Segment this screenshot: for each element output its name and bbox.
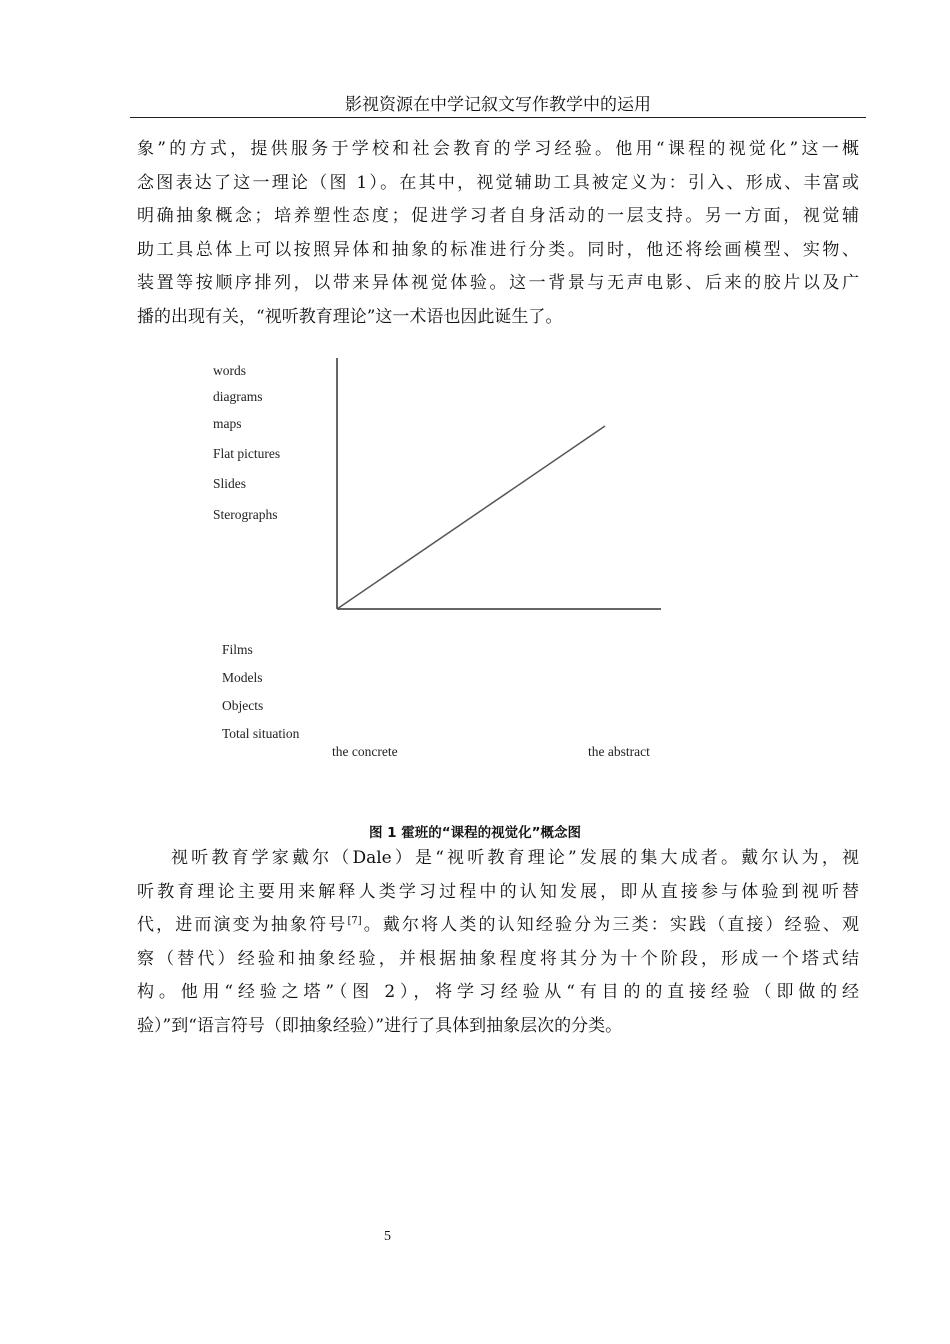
label-models: Models [222,670,263,685]
running-header: 影视资源在中学记叙文写作教学中的运用 [345,95,651,115]
paragraph-line: 视听教育学家戴尔（Dale）是“视听教育理论”发展的集大成者。戴尔认为，视 [171,848,859,868]
paragraph-line: 明确抽象概念；培养塑性态度；促进学习者自身活动的一层支持。另一方面，视觉辅 [137,206,859,226]
text-before-citation: 代，进而演变为抽象符号 [137,915,348,935]
diagonal-line [337,426,605,609]
paragraph-line: 装置等按顺序排列，以带来异体视觉体验。这一背景与无声电影、后来的胶片以及广 [137,273,859,293]
label-sterographs: Sterographs [213,507,278,522]
paragraph-line-with-citation [137,909,859,943]
paragraph-line: 助工具总体上可以按照异体和抽象的标准进行分类。同时，他还将绘画模型、实物、 [137,239,859,260]
label-flat-pictures: Flat pictures [213,446,281,461]
paragraph-line: 播的出现有关，“视听教育理论”这一术语也因此诞生了。 [137,306,563,327]
citation-ref: [7] [347,915,362,927]
label-slides: Slides [213,476,247,491]
label-films: Films [222,642,253,657]
paragraph-line: 察（替代）经验和抽象经验，并根据抽象程度将其分为十个阶段，形成一个塔式结 [137,948,859,969]
paragraph-line: 听教育理论主要用来解释人类学习过程中的认知发展，即从直接参与体验到视听替 [137,881,859,902]
label-words: words [213,363,246,378]
paragraph-line: 构。他用“经验之塔”（图 2），将学习经验从“有目的的直接经验（即做的经 [137,982,859,1002]
figure-1-caption: 图 1 霍班的“课程的视觉化”概念图 [368,825,582,841]
paragraph-line: 象”的方式，提供服务于学校和社会教育的学习经验。他用“课程的视觉化”这一概 [137,139,859,159]
label-objects: Objects [222,698,264,713]
paragraph-2 [137,842,859,1043]
paragraph-line: 验）”到“语言符号（即抽象经验）”进行了具体到抽象层次的分类。 [137,1015,623,1036]
paragraph-1 [137,133,859,334]
header-rule [130,117,866,118]
label-maps: maps [213,416,242,431]
label-total-situation: Total situation [222,726,300,741]
text-after-citation: 。戴尔将人类的认知经验分为三类：实践（直接）经验、观 [361,915,860,935]
label-diagrams: diagrams [213,389,263,404]
label-the-abstract: the abstract [588,744,650,759]
figure-1-diagram [190,348,710,788]
figure-1 [190,348,710,788]
paragraph-line: 念图表达了这一理论（图 1）。在其中，视觉辅助工具被定义为：引入、形成、丰富或 [137,172,859,193]
label-the-concrete: the concrete [332,744,398,759]
page-number: 5 [384,1229,391,1244]
